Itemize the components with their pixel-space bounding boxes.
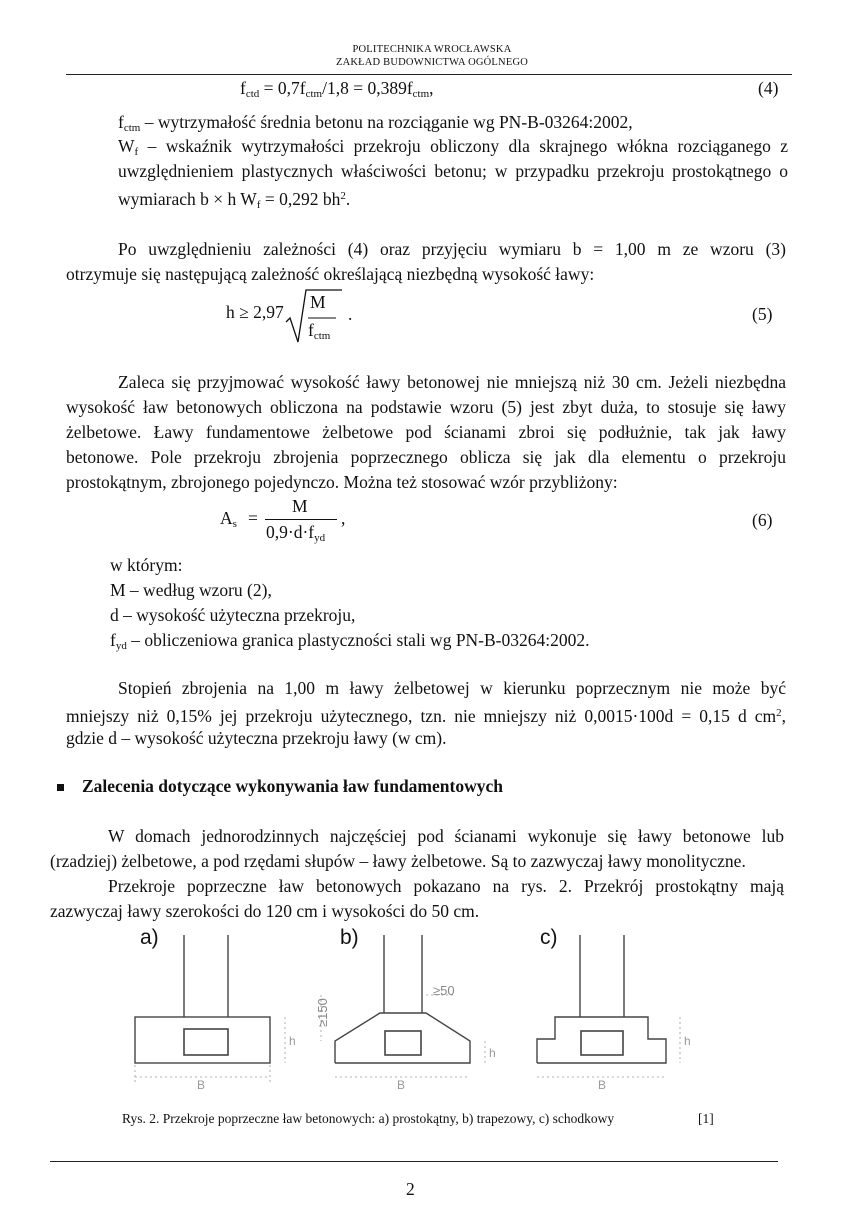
equation-6-lhs: $A_s$	[220, 508, 237, 530]
paragraph-5-line2: zazwyczaj ławy szerokości do 120 cm i wysokości do 50 cm.	[50, 901, 480, 921]
paragraph-4-line1: W domach jednorodzinnych najczęściej pod ścianami wykonuje się ławy betonowe lub	[108, 826, 784, 846]
equation-6-tail: ,	[341, 508, 346, 528]
figure-b-trapezoidal-section	[305, 935, 515, 1095]
definition-m: M – według wzoru (2),	[110, 580, 272, 600]
paragraph-2-line1: Zaleca się przyjmować wysokość ławy betonowej nie mniejszą niż 30 cm. Jeżeli niezbędna	[118, 372, 786, 392]
equation-5-tail: .	[348, 304, 353, 324]
definition-wf-line2: uwzględnieniem plastycznych właściwości betonu; w przypadku przekroju prostokątnego o	[118, 161, 788, 181]
definition-d: d – wysokość użyteczna przekroju,	[110, 605, 356, 625]
figure-label-a: a)	[140, 926, 159, 949]
equation-4-number: (4)	[758, 78, 779, 98]
figure-b-dim-50: ≥50	[433, 983, 455, 998]
paragraph-3-line2: mniejszy niż 0,15% jej przekroju użytecznego, tzn. nie mniejszy niż 0,0015·100d = 0,15 d $cm^2$,	[66, 706, 786, 726]
equation-6-number: (6)	[752, 510, 773, 530]
equation-4: $f_{ctd} = 0,7f_{ctm}/1,8 = 0,389f_{ctm}$,	[240, 78, 434, 100]
paragraph-3-line1: Stopień zbrojenia na 1,00 m ławy żelbetowej w kierunku poprzecznym nie może być	[118, 678, 786, 698]
paragraph-4-line2: (rzadziej) żelbetowe, a pod rzędami słupów – ławy żelbetowe. Są to zazwyczaj ławy monolityczne.	[50, 851, 746, 871]
figure-a-rectangular-section	[125, 935, 305, 1095]
figure-c-dim-b: B	[598, 1078, 607, 1092]
equation-6-fraction-bar	[265, 519, 337, 520]
paragraph-2-line5: prostokątnym, zbrojonego pojedynczo. Można też stosować wzór przybliżony:	[66, 472, 618, 492]
header-department: ZAKŁAD BUDOWNICTWA OGÓLNEGO	[335, 57, 529, 68]
footer-rule	[50, 1161, 778, 1162]
paragraph-1-line1: Po uwzględnieniu zależności (4) oraz przyjęciu wymiaru b = 1,00 m ze wzoru (3)	[118, 239, 786, 259]
figure-a-dim-b: B	[197, 1078, 206, 1092]
equation-5-lhs: h ≥ 2,97	[226, 302, 284, 322]
figure-label-b: b)	[340, 926, 359, 949]
equation-6-denominator: $0,9\cdot d\cdot f_{yd}$	[266, 522, 326, 544]
paragraph-1-line2: otrzymuje się następującą zależność określającą niezbędną wysokość ławy:	[66, 264, 595, 284]
equation-6-numerator: M	[292, 496, 308, 516]
equation-5-denominator: $f_{ctm}$	[308, 320, 331, 342]
figure-b-dim-h: h	[489, 1046, 496, 1060]
figure-c-dim-h: h	[684, 1034, 691, 1048]
figure-b-dim-150: ≥150	[315, 998, 330, 1027]
figure-c-stepped-section	[520, 935, 720, 1095]
equation-5-number: (5)	[752, 304, 773, 324]
paragraph-2-line2: wysokość ław betonowych obliczona na podstawie wzoru (5) jest zbyt duża, to stosuje się ławy	[66, 397, 786, 417]
header-rule	[66, 74, 792, 75]
section-title: Zalecenia dotyczące wykonywania ław fundamentowych	[82, 776, 503, 796]
definition-wf-line3: wymiarach b × h $W_f = 0,292$ $bh^2$.	[118, 189, 351, 211]
figure-reference: [1]	[698, 1111, 714, 1126]
paragraph-5-line1: Przekroje poprzeczne ław betonowych pokazano na rys. 2. Przekrój prostokątny mają	[108, 876, 784, 896]
figure-b-dim-b: B	[397, 1078, 406, 1092]
definition-wf-line1: $W_f$ – wskaźnik wytrzymałości przekroju obliczony dla skrajnego włókna rozciąganego z	[118, 136, 788, 158]
header-institution: POLITECHNIKA WROCŁAWSKA	[352, 44, 512, 55]
paragraph-3-line3: gdzie d – wysokość użyteczna przekroju ławy (w cm).	[66, 728, 447, 748]
paragraph-2-line3: żelbetowe. Ławy fundamentowe żelbetowe pod ścianami zbroi się podłużnie, tak jak ławy	[66, 422, 786, 442]
figure-a-dim-h: h	[289, 1034, 296, 1048]
equation-6-equals: =	[248, 508, 258, 528]
page-number: 2	[406, 1179, 415, 1199]
figure-caption: Rys. 2. Przekroje poprzeczne ław betonowych: a) prostokątny, b) trapezowy, c) schodkowy	[122, 1111, 615, 1126]
figure-label-c: c)	[540, 926, 558, 949]
section-bullet	[57, 784, 64, 791]
paragraph-2-line4: betonowe. Pole przekroju zbrojenia poprzecznego oblicza się jak dla elementu o przekroju	[66, 447, 786, 467]
equation-5-numerator: M	[310, 292, 326, 312]
definition-fctm: $f_{ctm}$ – wytrzymałość średnia betonu na rozciąganie wg PN-B-03264:2002,	[118, 112, 633, 134]
definitions-intro: w którym:	[110, 555, 183, 575]
definition-fyd: $f_{yd}$ – obliczeniowa granica plastyczności stali wg PN-B-03264:2002.	[110, 630, 590, 652]
